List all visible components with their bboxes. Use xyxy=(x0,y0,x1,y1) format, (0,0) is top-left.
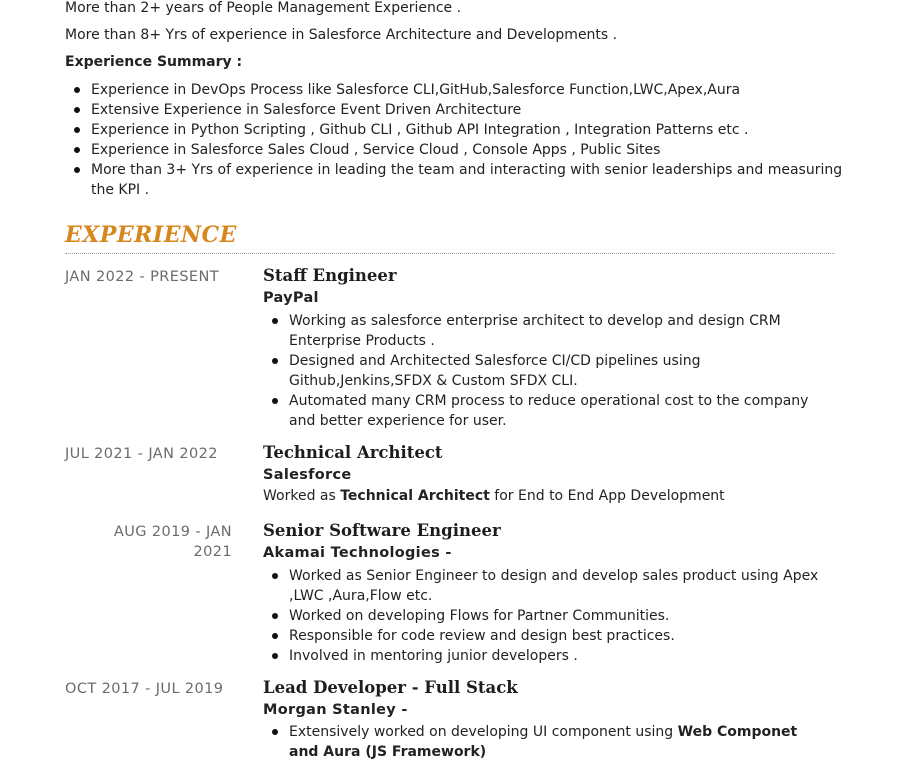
list-item: Automated many CRM process to reduce operational cost to the company and better experience for user. xyxy=(263,391,838,431)
job-dates: OCT 2017 - JUL 2019 xyxy=(65,681,224,697)
section-title-experience: EXPERIENCE xyxy=(65,222,237,248)
desc-text: for End to End App Development xyxy=(489,488,725,504)
summary-line: More than 2+ years of People Management Experience . xyxy=(65,0,462,16)
job-company: Salesforce xyxy=(263,467,352,483)
job-title: Senior Software Engineer xyxy=(263,521,501,540)
list-item: Experience in DevOps Process like Salesforce CLI,GitHub,Salesforce Function,LWC,Apex,Aura xyxy=(65,80,845,100)
job-dates: AUG 2019 - JAN 2021 xyxy=(113,524,232,560)
job-company: PayPal xyxy=(263,290,319,306)
list-item: Responsible for code review and design best practices. xyxy=(263,626,823,646)
summary-bullet-list xyxy=(65,80,845,200)
bullet-emphasis: Web Componet and Aura (JS Framework) xyxy=(289,724,798,760)
list-item: More than 3+ Yrs of experience in leading the team and interacting with senior leaderships and measuring the KPI . xyxy=(65,160,845,200)
job-dates: JAN 2022 - PRESENT xyxy=(65,269,219,285)
job-title: Technical Architect xyxy=(263,443,443,462)
list-item: Worked on developing Flows for Partner Communities. xyxy=(263,606,823,626)
list-item xyxy=(263,722,823,762)
summary-line: More than 8+ Yrs of experience in Salesforce Architecture and Developments . xyxy=(65,27,618,43)
job-bullet-list xyxy=(263,566,823,666)
list-item: Working as salesforce enterprise architect to develop and design CRM Enterprise Products . xyxy=(263,311,838,351)
list-item: Involved in mentoring junior developers . xyxy=(263,646,823,666)
desc-emphasis: Technical Architect xyxy=(340,488,490,504)
list-item: Designed and Architected Salesforce CI/CD pipelines using Github,Jenkins,SFDX & Custom SFDX CLI. xyxy=(263,351,838,391)
list-item: Experience in Python Scripting , Github CLI , Github API Integration , Integration Patterns etc . xyxy=(65,120,845,140)
job-title: Lead Developer - Full Stack xyxy=(263,678,518,697)
list-item: Experience in Salesforce Sales Cloud , Service Cloud , Console Apps , Public Sites xyxy=(65,140,845,160)
job-dates: JUL 2021 - JAN 2022 xyxy=(65,446,218,462)
list-item: Worked as Senior Engineer to design and develop sales product using Apex ,LWC ,Aura,Flow etc. xyxy=(263,566,823,606)
experience-summary-heading: Experience Summary : xyxy=(65,54,243,70)
section-divider xyxy=(65,253,835,254)
job-description xyxy=(263,488,725,504)
desc-text: Worked as xyxy=(263,488,341,504)
job-title: Staff Engineer xyxy=(263,266,397,285)
job-company: Morgan Stanley - xyxy=(263,702,408,718)
list-item: Extensive Experience in Salesforce Event Driven Architecture xyxy=(65,100,845,120)
job-bullet-list xyxy=(263,311,838,431)
job-bullet-list xyxy=(263,722,823,762)
job-company: Akamai Technologies - xyxy=(263,545,452,561)
bullet-text: Extensively worked on developing UI component using xyxy=(289,724,678,740)
